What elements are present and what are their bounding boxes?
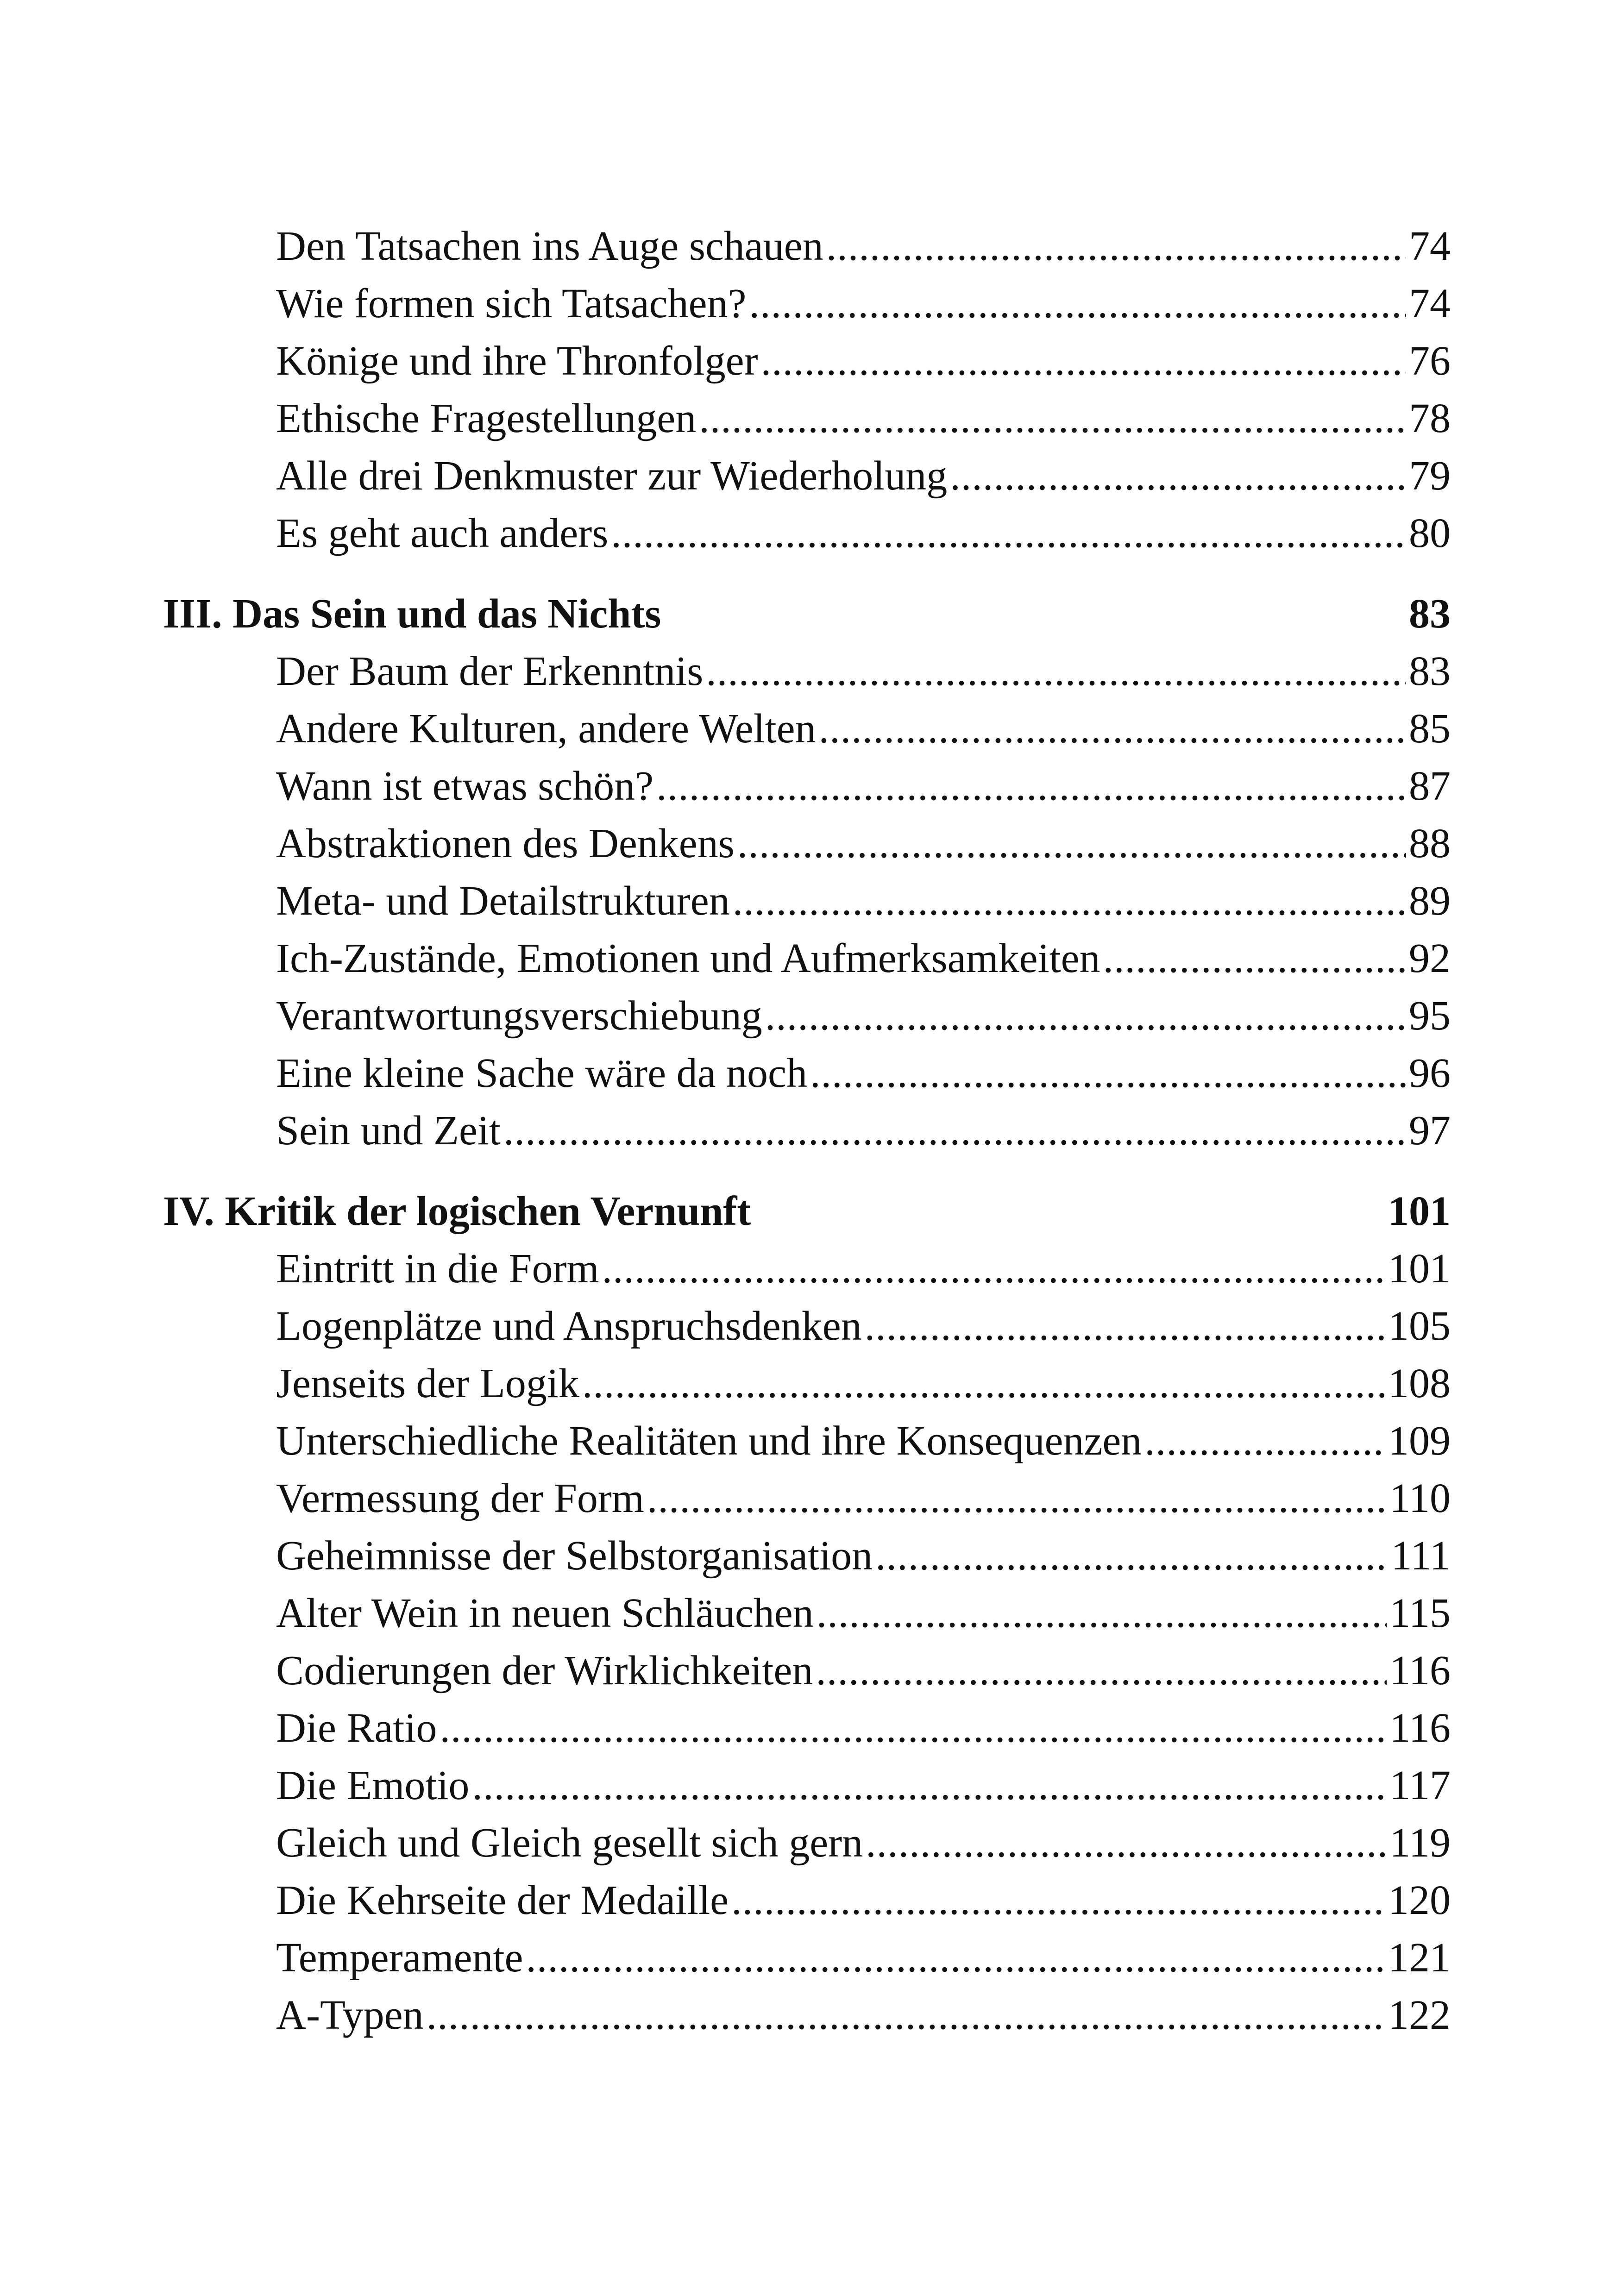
entry-title: Gleich und Gleich gesellt sich gern — [276, 1820, 863, 1866]
toc-entry — [163, 1355, 1451, 1412]
toc-entry — [163, 1814, 1451, 1872]
toc-entry — [163, 1929, 1451, 1987]
page-number: 116 — [1389, 1705, 1451, 1751]
page-number: 85 — [1409, 706, 1451, 752]
dot-leader — [816, 1642, 1387, 1700]
toc-chapter-heading — [163, 1183, 1451, 1240]
dot-leader — [950, 447, 1406, 505]
toc-entry — [163, 1757, 1451, 1814]
dot-leader — [699, 390, 1406, 447]
entry-title: Die Kehrseite der Medaille — [276, 1877, 729, 1923]
toc-entry — [163, 1527, 1451, 1585]
dot-leader — [733, 872, 1406, 930]
toc-entry — [163, 987, 1451, 1045]
page-number: 83 — [1409, 648, 1451, 694]
page-number: 87 — [1409, 763, 1451, 809]
entry-title: Alter Wein in neuen Schläuchen — [276, 1590, 814, 1636]
toc-entry — [163, 447, 1451, 505]
entry-title: Logenplätze und Anspruchsdenken — [276, 1303, 862, 1349]
dot-leader — [611, 505, 1406, 562]
entry-title: Verantwortungsverschiebung — [276, 993, 762, 1039]
entry-title: Der Baum der Erkenntnis — [276, 648, 704, 694]
dot-leader — [602, 1240, 1385, 1298]
page-number: 109 — [1388, 1418, 1451, 1464]
entry-title: Alle drei Denkmuster zur Wiederholung — [276, 453, 948, 499]
page-number: 95 — [1409, 993, 1451, 1039]
entry-title: Jenseits der Logik — [276, 1361, 579, 1406]
dot-leader — [865, 1298, 1385, 1355]
dot-leader — [656, 758, 1406, 815]
dot-leader — [582, 1355, 1385, 1412]
entry-title: Die Ratio — [276, 1705, 437, 1751]
dot-leader — [817, 1585, 1387, 1642]
entry-title: Wie formen sich Tatsachen? — [276, 281, 747, 326]
entry-title: Meta- und Detailstrukturen — [276, 878, 730, 924]
dot-leader — [1103, 930, 1406, 987]
page-number: 96 — [1409, 1050, 1451, 1096]
dot-leader — [875, 1527, 1389, 1585]
entry-title: Die Emotio — [276, 1763, 470, 1808]
dot-leader — [749, 275, 1407, 332]
toc-entry — [163, 1412, 1451, 1470]
toc-entry — [163, 1872, 1451, 1929]
entry-title: Könige und ihre Thronfolger — [276, 338, 758, 384]
page-number: 105 — [1388, 1303, 1451, 1349]
toc-entry — [163, 332, 1451, 390]
page-number: 92 — [1409, 935, 1451, 981]
chapter-title: III. Das Sein und das Nichts — [163, 591, 661, 637]
dot-leader — [706, 643, 1406, 700]
dot-leader — [472, 1757, 1387, 1814]
page-number: 88 — [1409, 821, 1451, 866]
chapter-title: IV. Kritik der logischen Vernunft — [163, 1188, 751, 1234]
page-number: 108 — [1388, 1361, 1451, 1406]
page-number: 76 — [1409, 338, 1451, 384]
page-number: 79 — [1409, 453, 1451, 499]
dot-leader — [526, 1929, 1385, 1987]
page-number: 101 — [1388, 1188, 1451, 1234]
page-number: 101 — [1388, 1246, 1451, 1292]
dot-leader — [761, 332, 1406, 390]
page-number: 119 — [1389, 1820, 1451, 1866]
toc-entry — [163, 930, 1451, 987]
dot-leader — [647, 1470, 1387, 1527]
entry-title: Abstraktionen des Denkens — [276, 821, 735, 866]
dot-leader — [819, 700, 1406, 758]
table-of-contents — [163, 218, 1451, 2044]
dot-leader — [503, 1102, 1406, 1160]
dot-leader — [731, 1872, 1385, 1929]
toc-entry — [163, 1102, 1451, 1160]
toc-entry — [163, 275, 1451, 332]
dot-leader — [427, 1987, 1385, 2044]
page-number: 80 — [1409, 510, 1451, 556]
toc-entry — [163, 700, 1451, 758]
entry-title: Es geht auch anders — [276, 510, 609, 556]
page-number: 122 — [1388, 1992, 1451, 2038]
entry-title: Ich-Zustände, Emotionen und Aufmerksamkeiten — [276, 935, 1100, 981]
entry-title: Sein und Zeit — [276, 1108, 501, 1154]
page-number: 97 — [1409, 1108, 1451, 1154]
entry-title: Codierungen der Wirklichkeiten — [276, 1648, 813, 1694]
toc-entry — [163, 643, 1451, 700]
dot-leader — [440, 1700, 1387, 1757]
dot-leader — [810, 1045, 1406, 1102]
entry-title: Eine kleine Sache wäre da noch — [276, 1050, 807, 1096]
toc-entry — [163, 1240, 1451, 1298]
page-number: 117 — [1389, 1763, 1451, 1808]
toc-entry — [163, 815, 1451, 872]
toc-entry — [163, 505, 1451, 562]
entry-title: A-Typen — [276, 1992, 424, 2038]
dot-leader — [765, 987, 1406, 1045]
entry-title: Eintritt in die Form — [276, 1246, 599, 1292]
toc-entry — [163, 1470, 1451, 1527]
toc-entry — [163, 1585, 1451, 1642]
toc-entry — [163, 390, 1451, 447]
entry-title: Andere Kulturen, andere Welten — [276, 706, 816, 752]
toc-entry — [163, 758, 1451, 815]
page-number: 115 — [1389, 1590, 1451, 1636]
dot-leader — [737, 815, 1406, 872]
toc-entry — [163, 1298, 1451, 1355]
toc-entry — [163, 1700, 1451, 1757]
page-number: 74 — [1409, 223, 1451, 269]
toc-entry — [163, 1987, 1451, 2044]
entry-title: Den Tatsachen ins Auge schauen — [276, 223, 823, 269]
entry-title: Unterschiedliche Realitäten und ihre Konsequenzen — [276, 1418, 1142, 1464]
entry-title: Ethische Fragestellungen — [276, 395, 697, 441]
dot-leader — [1144, 1412, 1385, 1470]
page-number: 78 — [1409, 395, 1451, 441]
entry-title: Wann ist etwas schön? — [276, 763, 654, 809]
page-number: 110 — [1389, 1475, 1451, 1521]
dot-leader — [826, 218, 1406, 275]
entry-title: Geheimnisse der Selbstorganisation — [276, 1533, 873, 1579]
dot-leader — [866, 1814, 1387, 1872]
toc-chapter-heading — [163, 585, 1451, 643]
page-number: 120 — [1388, 1877, 1451, 1923]
page-number: 89 — [1409, 878, 1451, 924]
page-number: 111 — [1391, 1533, 1451, 1579]
toc-entry — [163, 218, 1451, 275]
page-number: 83 — [1409, 591, 1451, 637]
page-number: 121 — [1388, 1935, 1451, 1981]
page-number: 74 — [1409, 281, 1451, 326]
toc-entry — [163, 1045, 1451, 1102]
entry-title: Vermessung der Form — [276, 1475, 644, 1521]
toc-entry — [163, 1642, 1451, 1700]
entry-title: Temperamente — [276, 1935, 523, 1981]
toc-entry — [163, 872, 1451, 930]
page-number: 116 — [1389, 1648, 1451, 1694]
